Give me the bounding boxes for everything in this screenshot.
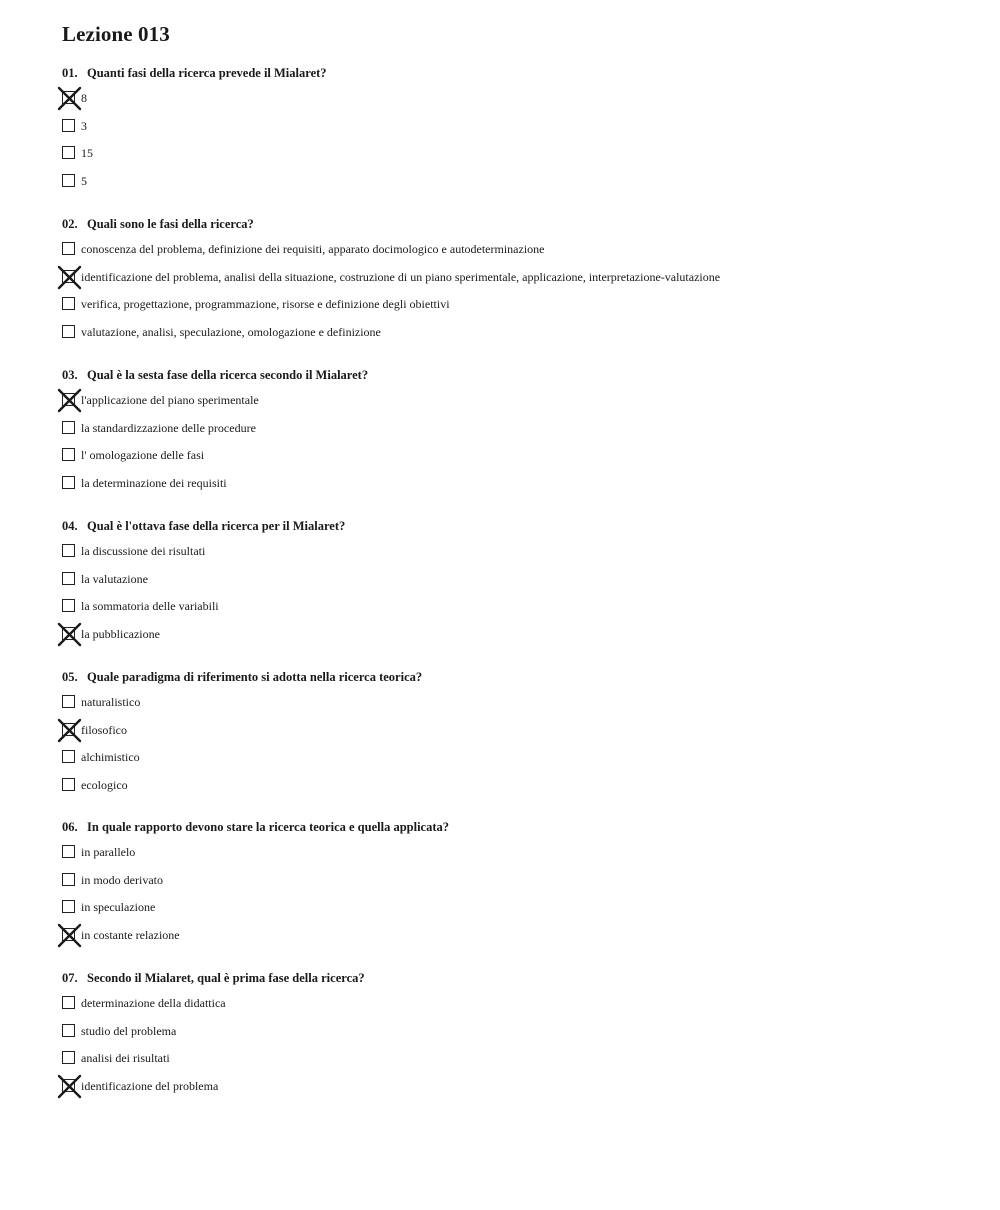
question-title [62, 64, 962, 90]
checkbox[interactable] [62, 297, 75, 310]
checkbox[interactable] [62, 476, 75, 489]
question-text: Qual è la sesta fase della ricerca secondo il Mialaret? [87, 368, 369, 382]
checkbox[interactable] [62, 146, 75, 159]
answer-label: valutazione, analisi, speculazione, omologazione e definizione [81, 325, 381, 340]
answer-option[interactable] [62, 598, 962, 626]
answer-option[interactable] [62, 118, 962, 146]
question-title [62, 366, 962, 392]
answer-label: 8 [81, 91, 87, 105]
answer-option[interactable] [62, 844, 962, 872]
answer-label: in costante relazione [81, 928, 180, 943]
checkbox[interactable] [62, 900, 75, 913]
answer-option[interactable] [62, 447, 962, 475]
cross-mark-icon [58, 1075, 81, 1098]
checkbox[interactable] [62, 845, 75, 858]
answer-option[interactable] [62, 296, 962, 324]
answer-label: naturalistico [81, 695, 141, 709]
checkbox[interactable] [62, 448, 75, 461]
checked-checkbox[interactable] [62, 723, 75, 736]
answer-option[interactable] [62, 722, 962, 750]
answer-label: identificazione del problema [81, 1079, 219, 1094]
checkbox[interactable] [62, 695, 75, 708]
answer-label: conoscenza del problema, definizione dei requisiti, apparato docimologico e autodeterminazione [81, 242, 545, 256]
checkbox[interactable] [62, 242, 75, 255]
checkbox[interactable] [62, 119, 75, 132]
answer-option[interactable] [62, 899, 962, 927]
question-number: 04. [62, 519, 78, 533]
answer-option[interactable] [62, 173, 962, 201]
answer-option[interactable] [62, 777, 962, 805]
answer-option[interactable] [62, 475, 962, 503]
question-title [62, 668, 962, 694]
question-3 [62, 366, 962, 503]
page-title: Lezione 013 [62, 22, 170, 46]
answer-option[interactable] [62, 995, 962, 1023]
answer-label: in speculazione [81, 900, 156, 915]
checked-checkbox[interactable] [62, 393, 75, 406]
checkbox[interactable] [62, 544, 75, 557]
question-5 [62, 668, 962, 805]
cross-mark-icon [58, 389, 81, 412]
question-number: 05. [62, 670, 78, 684]
answer-label: in parallelo [81, 845, 136, 859]
answer-option[interactable] [62, 90, 962, 118]
question-7 [62, 969, 962, 1106]
answer-option[interactable] [62, 1078, 962, 1106]
answer-option[interactable] [62, 749, 962, 777]
question-1 [62, 64, 962, 201]
question-text: Quali sono le fasi della ricerca? [87, 217, 254, 231]
question-number: 06. [62, 820, 78, 834]
cross-mark-icon [58, 266, 81, 289]
question-number: 01. [62, 66, 78, 80]
answer-label: 15 [81, 146, 93, 161]
checkbox[interactable] [62, 325, 75, 338]
answer-label: la valutazione [81, 571, 148, 586]
checkbox[interactable] [62, 599, 75, 612]
question-text: Quale paradigma di riferimento si adotta nella ricerca teorica? [87, 670, 423, 684]
checkbox[interactable] [62, 873, 75, 886]
answer-label: 5 [81, 174, 87, 189]
question-number: 02. [62, 217, 78, 231]
checkbox[interactable] [62, 750, 75, 763]
answer-label: la pubblicazione [81, 627, 160, 642]
answer-option[interactable] [62, 872, 962, 900]
question-number: 07. [62, 971, 78, 985]
cross-mark-icon [58, 719, 81, 742]
answer-option[interactable] [62, 392, 962, 420]
checked-checkbox[interactable] [62, 627, 75, 640]
question-6 [62, 818, 962, 955]
answer-option[interactable] [62, 145, 962, 173]
answer-option[interactable] [62, 1050, 962, 1078]
answer-option[interactable] [62, 241, 962, 269]
answer-label: identificazione del problema, analisi della situazione, costruzione di un piano sperimentale, applicazione, interpretazione-valutazione [81, 269, 721, 284]
answer-label: determinazione della didattica [81, 996, 226, 1010]
answer-label: studio del problema [81, 1023, 177, 1038]
answer-label: l'applicazione del piano sperimentale [81, 393, 259, 407]
question-title [62, 517, 962, 543]
document-page [62, 20, 962, 1094]
question-text: Qual è l'ottava fase della ricerca per il Mialaret? [87, 519, 346, 533]
checked-checkbox[interactable] [62, 1079, 75, 1092]
question-title [62, 215, 962, 241]
checked-checkbox[interactable] [62, 91, 75, 104]
answer-label: verifica, progettazione, programmazione, risorse e definizione degli obiettivi [81, 297, 450, 312]
answer-option[interactable] [62, 927, 962, 955]
checkbox[interactable] [62, 1051, 75, 1064]
question-2 [62, 215, 962, 352]
checkbox[interactable] [62, 996, 75, 1009]
question-text: Quanti fasi della ricerca prevede il Mialaret? [87, 66, 327, 80]
answer-option[interactable] [62, 1023, 962, 1051]
answer-option[interactable] [62, 420, 962, 448]
answer-option[interactable] [62, 626, 962, 654]
question-title [62, 969, 962, 995]
question-text: Secondo il Mialaret, qual è prima fase della ricerca? [87, 971, 365, 985]
answer-option[interactable] [62, 694, 962, 722]
answer-label: alchimistico [81, 750, 140, 765]
answer-option[interactable] [62, 571, 962, 599]
checked-checkbox[interactable] [62, 928, 75, 941]
cross-mark-icon [58, 623, 81, 646]
answer-label: in modo derivato [81, 872, 163, 887]
checkbox[interactable] [62, 421, 75, 434]
checkbox[interactable] [62, 174, 75, 187]
answer-label: 3 [81, 118, 87, 133]
answer-option[interactable] [62, 269, 962, 297]
answer-label: la determinazione dei requisiti [81, 476, 227, 491]
cross-mark-icon [58, 87, 81, 110]
checkbox[interactable] [62, 572, 75, 585]
question-text: In quale rapporto devono stare la ricerca teorica e quella applicata? [87, 820, 449, 834]
checkbox[interactable] [62, 778, 75, 791]
answer-label: analisi dei risultati [81, 1051, 170, 1066]
answer-label: la sommatoria delle variabili [81, 599, 219, 614]
question-number: 03. [62, 368, 78, 382]
question-4 [62, 517, 962, 654]
answer-label: la discussione dei risultati [81, 544, 206, 558]
answer-option[interactable] [62, 543, 962, 571]
checkbox[interactable] [62, 1024, 75, 1037]
answer-label: la standardizzazione delle procedure [81, 420, 256, 435]
cross-mark-icon [58, 924, 81, 947]
answer-option[interactable] [62, 324, 962, 352]
answer-label: filosofico [81, 722, 127, 737]
answer-label: l' omologazione delle fasi [81, 448, 205, 463]
question-title [62, 818, 962, 844]
answer-label: ecologico [81, 778, 128, 793]
checked-checkbox[interactable] [62, 270, 75, 283]
